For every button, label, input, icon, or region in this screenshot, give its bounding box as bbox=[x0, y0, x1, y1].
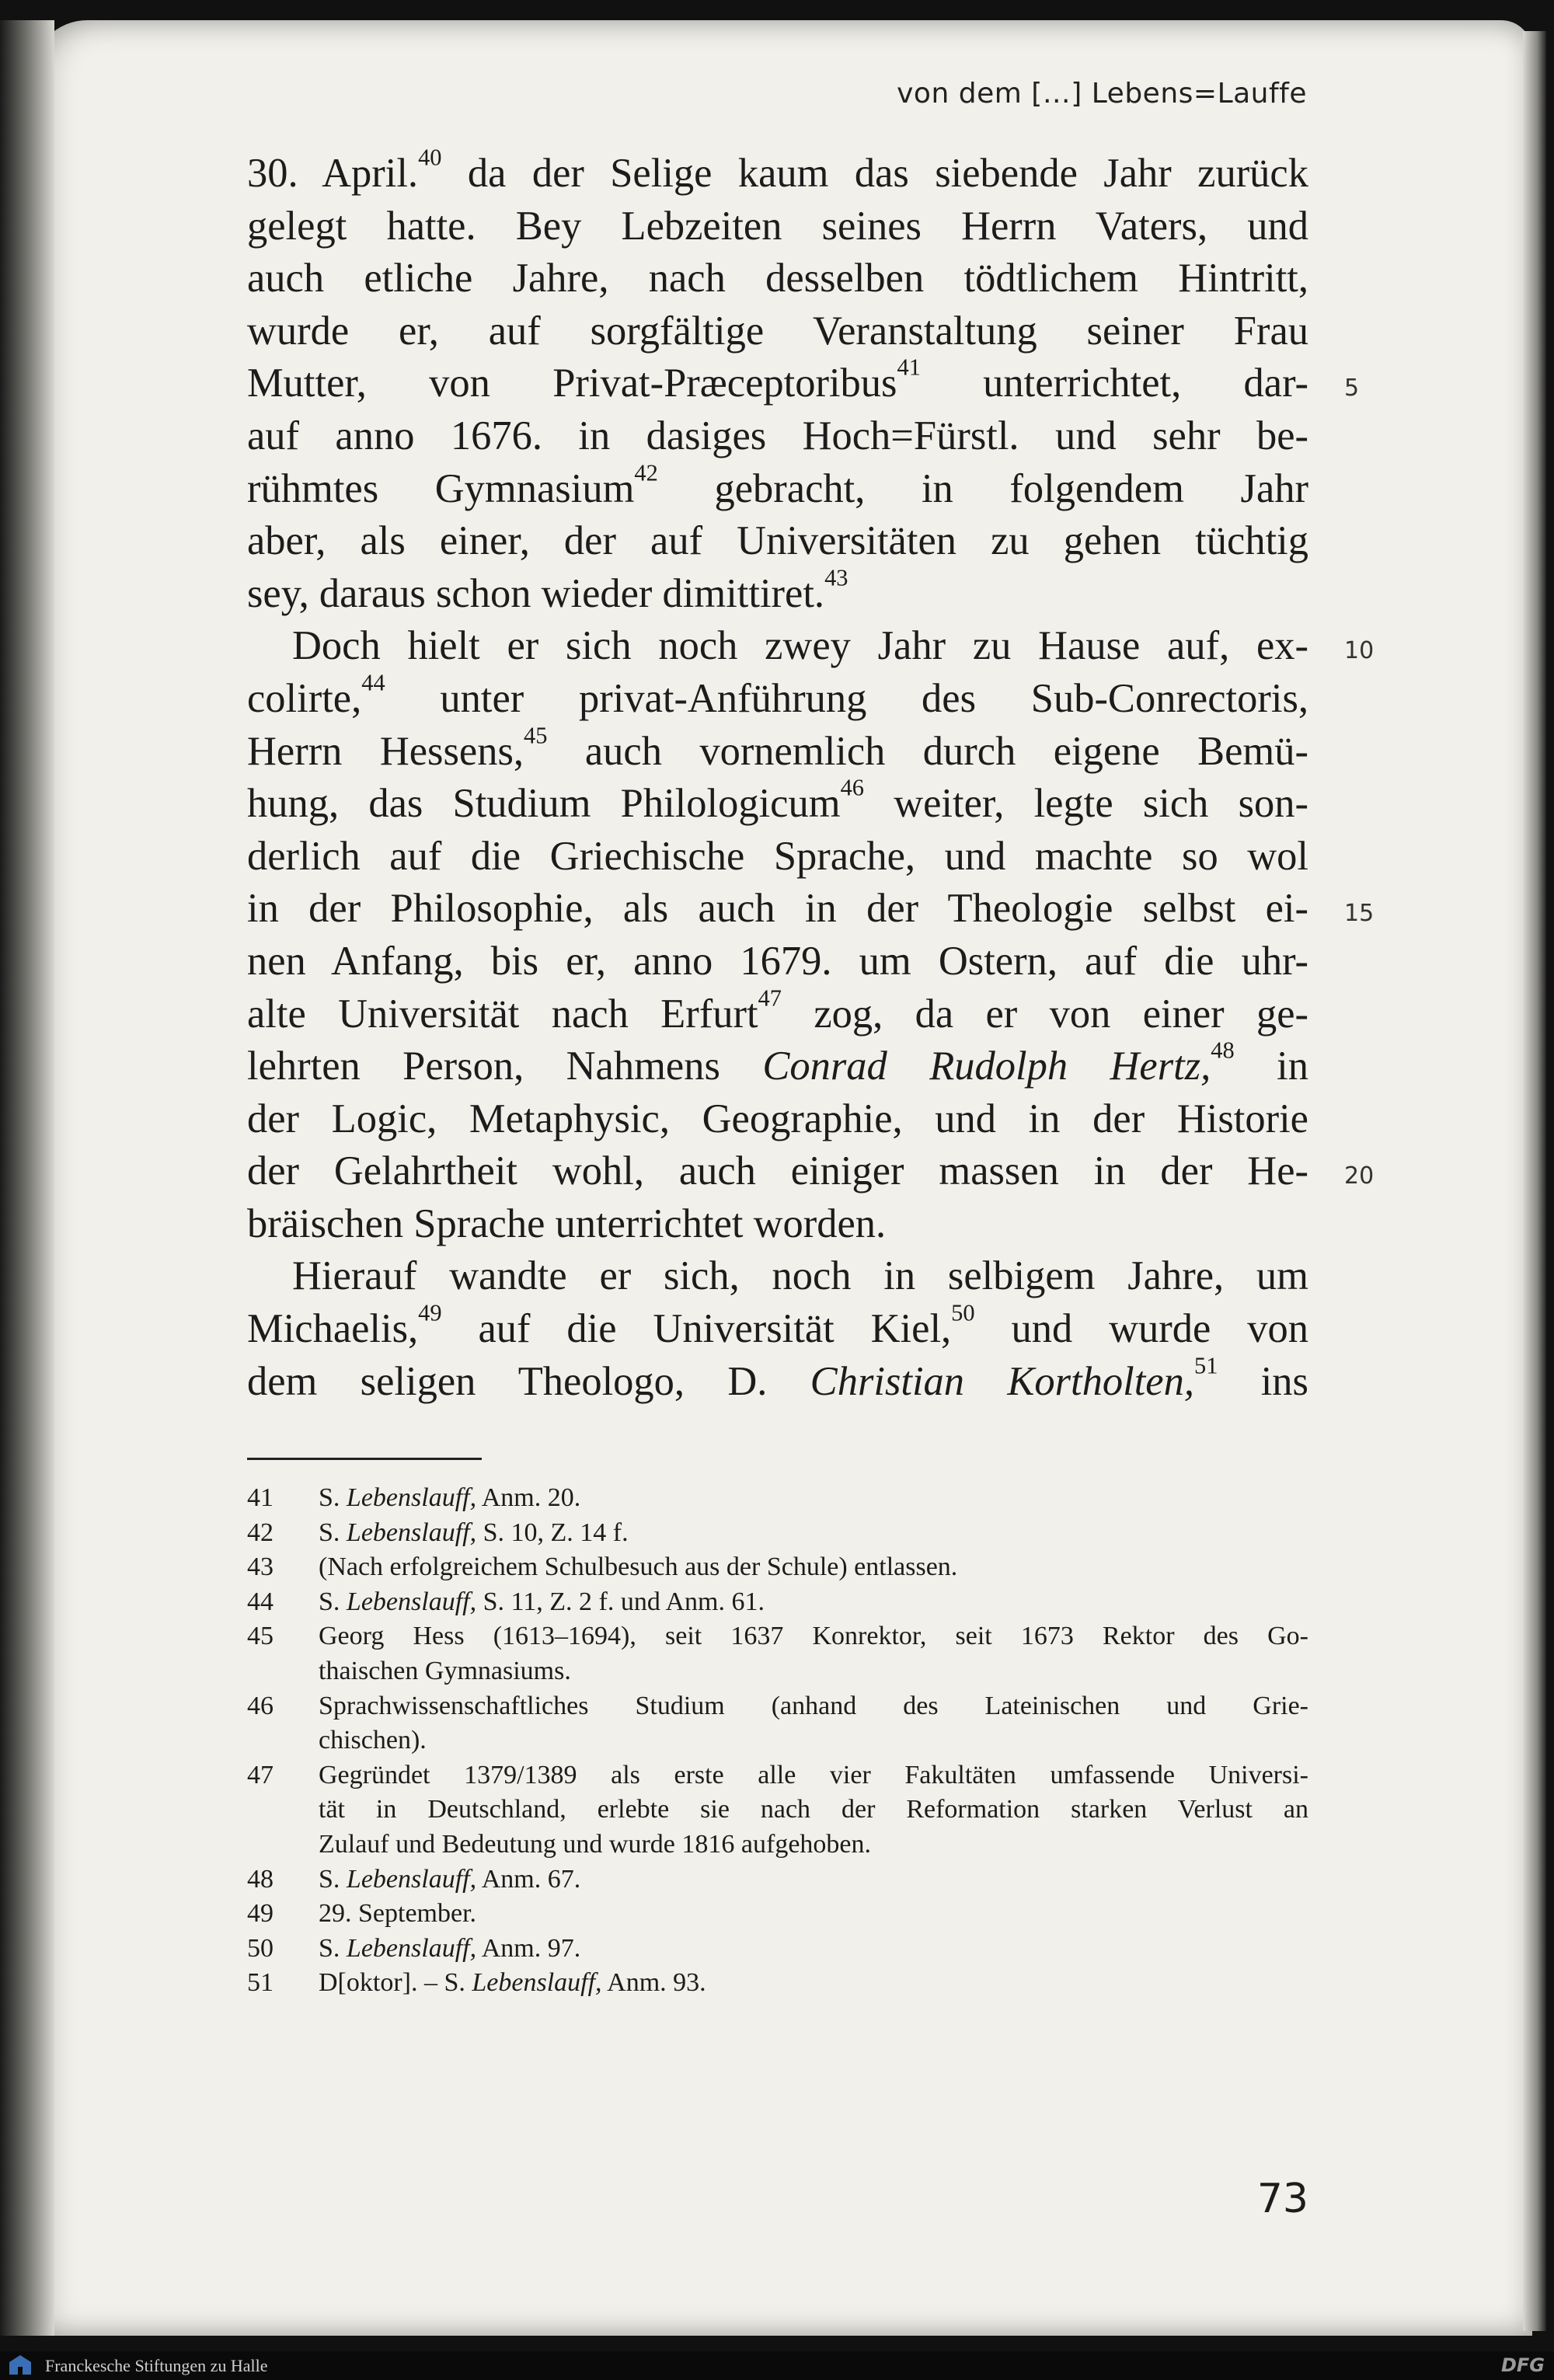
text-run: lehrten Person, Nahmens bbox=[247, 1044, 763, 1089]
footnote-text bbox=[319, 1550, 1308, 1585]
text-run: Georg Hess (1613–1694), seit 1637 Konrektor, seit 1673 Rektor des Go- bbox=[319, 1622, 1308, 1651]
footnote-line bbox=[319, 1758, 1308, 1793]
footnote-line bbox=[319, 1550, 1308, 1585]
text-line bbox=[247, 253, 1308, 305]
footnote-rule bbox=[247, 1458, 482, 1460]
footnote-text bbox=[319, 1481, 1308, 1516]
footnote-ref: 42 bbox=[634, 459, 658, 486]
text-line bbox=[247, 1299, 1308, 1356]
footnote bbox=[247, 1863, 1308, 1897]
italic-run: Conrad Rudolph Hertz, bbox=[762, 1044, 1211, 1089]
italic-run: Lebenslauff, bbox=[346, 1864, 477, 1894]
footnote-line bbox=[319, 1516, 1308, 1551]
text-line bbox=[247, 669, 1308, 726]
text-line bbox=[247, 883, 1308, 936]
footnote-number: 49 bbox=[247, 1899, 274, 1929]
footnote-ref: 40 bbox=[418, 144, 442, 171]
text-run: rühmtes Gymnasium bbox=[247, 465, 635, 511]
text-line bbox=[247, 410, 1308, 463]
text-run: sey, daraus schon wieder dimittiret. bbox=[247, 570, 825, 616]
footnote bbox=[247, 1585, 1308, 1620]
text-run: der Gelahrtheit wohl, auch einiger massen in der He- bbox=[247, 1148, 1308, 1194]
text-run: Michaelis, bbox=[247, 1306, 419, 1352]
footnote-line bbox=[319, 1966, 1308, 2001]
text-run: derlich auf die Griechische Sprache, und machte so wol bbox=[247, 833, 1308, 879]
text-run: S. bbox=[319, 1483, 347, 1512]
text-run: chischen). bbox=[319, 1726, 427, 1755]
text-run: Anm. 20. bbox=[476, 1483, 581, 1512]
footnote-text bbox=[319, 1932, 1308, 1967]
text-run: S. 11, Z. 2 f. und Anm. 61. bbox=[476, 1587, 765, 1616]
footnote-ref: 48 bbox=[1211, 1037, 1235, 1064]
page-number: 73 bbox=[1256, 2176, 1308, 2222]
footnote-line bbox=[319, 1619, 1308, 1654]
footnotes bbox=[247, 1481, 1308, 2001]
text-run: und wurde von bbox=[974, 1306, 1308, 1352]
dfg-logo: DFG bbox=[1500, 2354, 1545, 2376]
text-run: 30. April. bbox=[247, 151, 419, 196]
footnote-ref: 43 bbox=[824, 564, 848, 591]
line-number: 20 bbox=[1344, 1162, 1375, 1190]
running-head: von dem […] Lebens=Lauffe bbox=[897, 78, 1307, 110]
line-number: 15 bbox=[1344, 900, 1375, 928]
italic-run: Lebenslauff, bbox=[346, 1933, 477, 1963]
text-run: dem seligen Theologo, D. bbox=[247, 1358, 810, 1404]
footnote-text bbox=[319, 1897, 1308, 1932]
footer-source-label: Franckesche Stiftungen zu Halle bbox=[45, 2356, 268, 2375]
text-line bbox=[247, 459, 1308, 516]
text-run: (Nach erfolgreichem Schulbesuch aus der Schule) entlassen. bbox=[319, 1552, 958, 1582]
italic-run: Lebenslauff, bbox=[346, 1518, 477, 1547]
footnote bbox=[247, 1516, 1308, 1551]
footnote-number: 41 bbox=[247, 1483, 274, 1512]
italic-run: Lebenslauff, bbox=[346, 1483, 477, 1512]
footnote bbox=[247, 1689, 1308, 1758]
text-run: auch vornemlich durch eigene Bemü- bbox=[547, 728, 1308, 774]
footnote-ref: 41 bbox=[897, 354, 921, 381]
book-gutter bbox=[0, 20, 54, 2336]
text-line bbox=[247, 1093, 1308, 1146]
footnote-line bbox=[319, 1932, 1308, 1967]
footnote bbox=[247, 1966, 1308, 2001]
footnote-line bbox=[319, 1585, 1308, 1620]
footnote-number: 51 bbox=[247, 1968, 274, 1998]
footnote-text bbox=[319, 1689, 1308, 1758]
footnote-line bbox=[319, 1793, 1308, 1828]
footnote-line bbox=[319, 1481, 1308, 1516]
footnote-line bbox=[319, 1723, 1308, 1758]
text-run: weiter, legte sich son- bbox=[864, 781, 1308, 827]
text-line bbox=[247, 722, 1308, 779]
footnote-ref: 51 bbox=[1193, 1352, 1218, 1379]
footnote bbox=[247, 1758, 1308, 1863]
footnote-number: 47 bbox=[247, 1760, 274, 1789]
text-line bbox=[247, 831, 1308, 883]
text-run: Zulauf und Bedeutung und wurde 1816 aufgehoben. bbox=[319, 1829, 871, 1859]
text-line bbox=[247, 620, 1308, 673]
text-run: S. bbox=[319, 1518, 347, 1547]
text-run: Herrn Hessens, bbox=[247, 728, 524, 774]
footnote-text bbox=[319, 1758, 1308, 1863]
text-run: auch etliche Jahre, nach desselben tödtlichem Hintritt, bbox=[247, 256, 1308, 301]
text-line bbox=[247, 774, 1308, 831]
text-line bbox=[247, 200, 1308, 253]
text-line bbox=[247, 1037, 1308, 1093]
text-run: zog, da er von einer ge- bbox=[781, 991, 1308, 1037]
text-run: da der Selige kaum das siebende Jahr zurück bbox=[441, 151, 1308, 196]
text-line bbox=[247, 1250, 1308, 1303]
line-number: 10 bbox=[1344, 637, 1375, 665]
text-run: auf die Universität Kiel, bbox=[441, 1306, 952, 1352]
footnote bbox=[247, 1897, 1308, 1932]
italic-run: Lebenslauff, bbox=[472, 1968, 602, 1998]
footnote-number: 45 bbox=[247, 1622, 274, 1651]
page-edge bbox=[1523, 31, 1546, 2331]
text-run: bräischen Sprache unterrichtet worden. bbox=[247, 1200, 887, 1246]
text-run: S. 10, Z. 14 f. bbox=[476, 1518, 629, 1547]
text-run: Doch hielt er sich noch zwey Jahr zu Hause auf, ex- bbox=[292, 623, 1308, 669]
text-run: der Logic, Metaphysic, Geographie, und in der Historie bbox=[247, 1096, 1308, 1141]
text-run: thaischen Gymnasiums. bbox=[319, 1656, 571, 1685]
line-number: 5 bbox=[1344, 375, 1360, 402]
text-run: hung, das Studium Philologicum bbox=[247, 781, 841, 827]
text-run: aber, als einer, der auf Universitäten zu gehen tüchtig bbox=[247, 518, 1308, 564]
text-line bbox=[247, 515, 1308, 568]
text-run: 29. September. bbox=[319, 1899, 477, 1929]
text-run: gelegt hatte. Bey Lebzeiten seines Herrn Vaters, und bbox=[247, 203, 1308, 249]
italic-run: Christian Kortholten, bbox=[810, 1358, 1194, 1404]
footnote-number: 44 bbox=[247, 1587, 274, 1616]
footnote-number: 48 bbox=[247, 1864, 274, 1894]
footnote bbox=[247, 1932, 1308, 1967]
footnote-number: 46 bbox=[247, 1691, 274, 1720]
text-line bbox=[247, 1198, 1308, 1251]
footnote-text bbox=[319, 1863, 1308, 1897]
text-line bbox=[247, 564, 1308, 621]
footnote-ref: 49 bbox=[418, 1299, 442, 1326]
text-line bbox=[247, 305, 1308, 358]
text-line bbox=[247, 1352, 1308, 1409]
text-run: D[oktor]. – S. bbox=[319, 1968, 472, 1998]
footnote bbox=[247, 1619, 1308, 1688]
footnote-line bbox=[319, 1828, 1308, 1863]
footnote-text bbox=[319, 1585, 1308, 1620]
text-line bbox=[247, 1145, 1308, 1198]
text-run: in der Philosophie, als auch in der Theologie selbst ei- bbox=[247, 886, 1308, 932]
text-run: unterrichtet, dar- bbox=[920, 361, 1308, 406]
text-line bbox=[247, 354, 1308, 410]
footnote-line bbox=[319, 1654, 1308, 1689]
text-run: Anm. 93. bbox=[601, 1968, 706, 1998]
footnote-number: 42 bbox=[247, 1518, 274, 1547]
text-line bbox=[247, 936, 1308, 988]
footnote-number: 43 bbox=[247, 1552, 274, 1582]
footnote-line bbox=[319, 1689, 1308, 1724]
text-run: unter privat-Anführung des Sub-Conrectoris, bbox=[385, 675, 1308, 721]
text-run: Sprachwissenschaftliches Studium (anhand des Lateinischen und Grie- bbox=[319, 1691, 1308, 1720]
text-run: S. bbox=[319, 1587, 347, 1616]
text-run: S. bbox=[319, 1864, 347, 1894]
text-run: alte Universität nach Erfurt bbox=[247, 991, 758, 1037]
footnote-ref: 50 bbox=[951, 1299, 975, 1326]
text-run: Anm. 97. bbox=[476, 1933, 581, 1963]
text-run: Anm. 67. bbox=[476, 1864, 581, 1894]
text-run: colirte, bbox=[247, 675, 362, 721]
text-run: Hierauf wandte er sich, noch in selbigem Jahre, um bbox=[292, 1253, 1308, 1299]
text-run: Mutter, von Privat-Præceptoribus bbox=[247, 361, 897, 406]
footnote-ref: 47 bbox=[758, 984, 782, 1012]
footnote-ref: 45 bbox=[524, 722, 548, 749]
text-run: in bbox=[1234, 1044, 1308, 1089]
footnote-number: 50 bbox=[247, 1933, 274, 1963]
footnote bbox=[247, 1550, 1308, 1585]
italic-run: Lebenslauff, bbox=[346, 1587, 477, 1616]
footnote-text bbox=[319, 1619, 1308, 1688]
footnote-text bbox=[319, 1516, 1308, 1551]
footnote-text bbox=[319, 1966, 1308, 2001]
footnote-line bbox=[319, 1863, 1308, 1897]
text-run: nen Anfang, bis er, anno 1679. um Ostern, auf die uhr- bbox=[247, 938, 1308, 984]
text-run: auf anno 1676. in dasiges Hoch=Fürstl. und sehr be- bbox=[247, 413, 1308, 458]
text-run: tät in Deutschland, erlebte sie nach der Reformation starken Verlust an bbox=[319, 1795, 1308, 1824]
footnote bbox=[247, 1481, 1308, 1516]
footnote-ref: 44 bbox=[361, 669, 385, 696]
footnote-line bbox=[319, 1897, 1308, 1932]
text-run: gebracht, in folgendem Jahr bbox=[657, 465, 1308, 511]
text-run: ins bbox=[1218, 1358, 1308, 1404]
text-line bbox=[247, 984, 1308, 1041]
text-run: Gegründet 1379/1389 als erste alle vier Fakultäten umfassende Universi- bbox=[319, 1760, 1308, 1789]
text-line bbox=[247, 144, 1308, 200]
footnote-ref: 46 bbox=[840, 774, 865, 801]
foundation-logo-icon bbox=[8, 2354, 33, 2376]
text-run: wurde er, auf sorgfältige Veranstaltung seiner Frau bbox=[247, 308, 1308, 354]
body-text bbox=[247, 144, 1308, 1408]
text-run: S. bbox=[319, 1933, 347, 1963]
